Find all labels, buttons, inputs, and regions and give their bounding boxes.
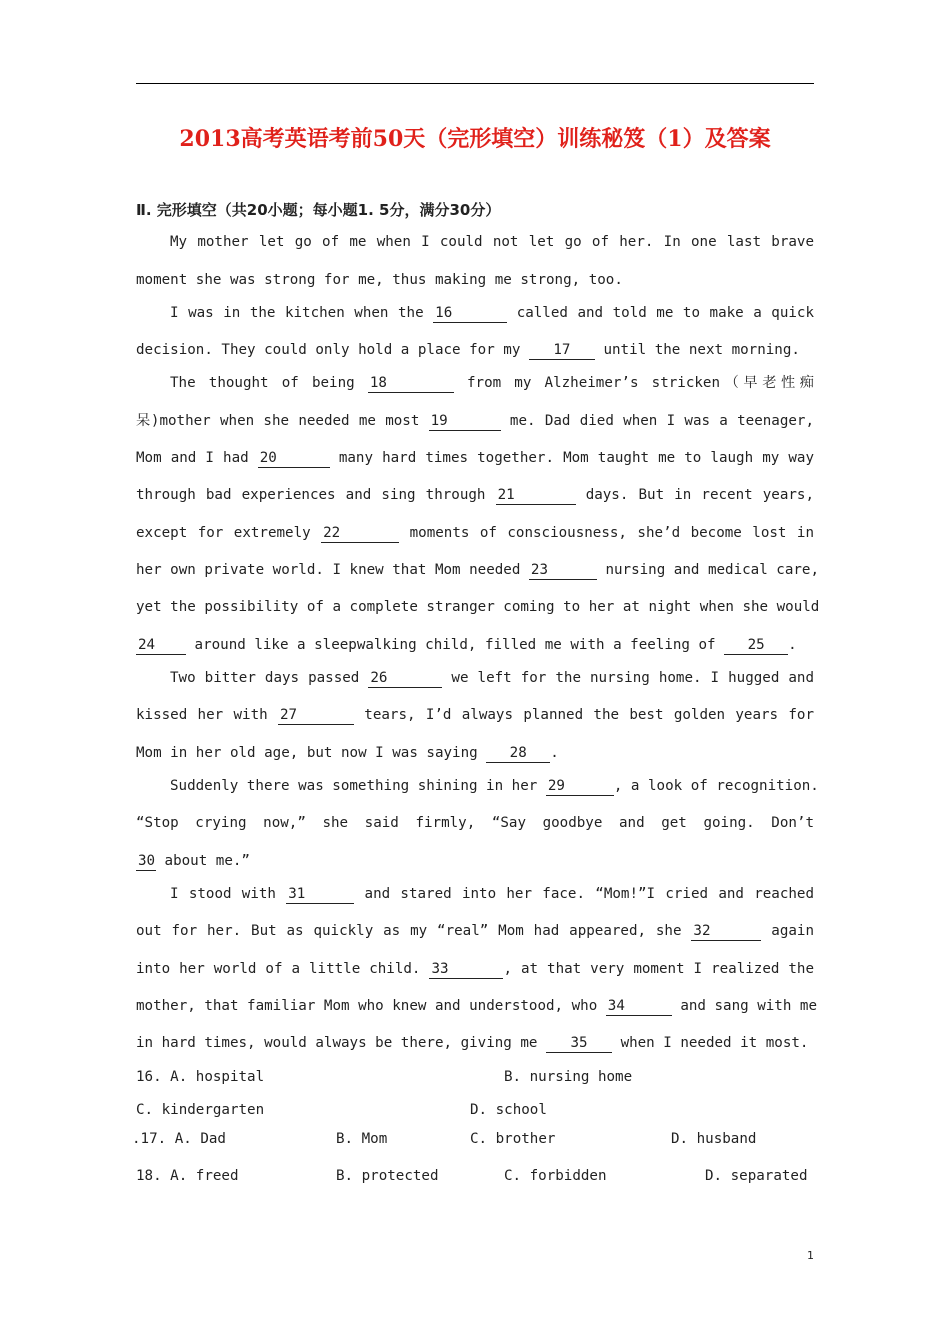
blank-21[interactable]: 21: [496, 487, 576, 505]
question-17-d[interactable]: D. husband: [671, 1131, 757, 1147]
passage-line: except for extremely 22 moments of consciousness, she’d become lost in: [136, 525, 815, 541]
blank-16[interactable]: 16: [433, 305, 507, 323]
passage-line: “Stop crying now,” she said firmly, “Say goodbye and get going. Don’t: [136, 815, 814, 831]
blank-24[interactable]: 24: [136, 637, 186, 655]
question-18-a[interactable]: 18. A. freed: [136, 1168, 239, 1184]
blank-17[interactable]: 17: [529, 342, 595, 360]
question-18-b[interactable]: B. protected: [336, 1168, 439, 1184]
question-18-c[interactable]: C. forbidden: [504, 1168, 607, 1184]
blank-18[interactable]: 18: [368, 375, 454, 393]
question-16-b[interactable]: B. nursing home: [504, 1069, 633, 1085]
passage-line: Two bitter days passed 26 we left for the nursing home. I hugged and: [170, 670, 815, 686]
blank-31[interactable]: 31: [286, 886, 354, 904]
passage-line: into her world of a little child. 33 , at that very moment I realized the: [136, 961, 815, 977]
page-number: 1: [807, 1249, 814, 1262]
passage-line: yet the possibility of a complete stranger coming to her at night when she would: [136, 599, 820, 615]
passage-line: out for her. But as quickly as my “real” Mom had appeared, she 32 again: [136, 923, 814, 939]
blank-29[interactable]: 29: [546, 778, 614, 796]
passage-line: I was in the kitchen when the 16 called and told me to make a quick: [170, 305, 814, 321]
blank-35[interactable]: 35: [546, 1035, 612, 1053]
question-17-c[interactable]: C. brother: [470, 1131, 556, 1147]
passage-line: 30 about me.”: [138, 853, 250, 869]
question-16-c[interactable]: C. kindergarten: [136, 1102, 265, 1118]
blank-25[interactable]: 25: [724, 637, 788, 655]
passage-line: Suddenly there was something shining in her 29 , a look of recognition.: [170, 778, 819, 794]
blank-27[interactable]: 27: [278, 707, 354, 725]
section-heading: Ⅱ. 完形填空（共20小题；每小题1. 5分，满分30分）: [136, 201, 501, 219]
passage-line: in hard times, would always be there, giving me 35 when I needed it most.: [136, 1035, 809, 1051]
page-title: 2013高考英语考前50天（完形填空）训练秘笈（1）及答案: [179, 126, 771, 152]
question-17-b[interactable]: B. Mom: [336, 1131, 388, 1147]
question-16-a[interactable]: 16. A. hospital: [136, 1069, 265, 1085]
blank-28[interactable]: 28: [486, 745, 550, 763]
blank-30[interactable]: 30: [138, 853, 156, 869]
question-17-a[interactable]: .17. A. Dad: [132, 1131, 226, 1147]
passage-line: her own private world. I knew that Mom needed 23 nursing and medical care,: [136, 562, 820, 578]
passage-line: moment she was strong for me, thus making me strong, too.: [136, 272, 623, 288]
question-16-d[interactable]: D. school: [470, 1102, 547, 1118]
passage-line: My mother let go of me when I could not let go of her. In one last brave: [170, 234, 814, 250]
question-18-d[interactable]: D. separated: [705, 1168, 808, 1184]
passage-line: I stood with 31 and stared into her face. “Mom!”I cried and reached: [170, 886, 815, 902]
passage-line: decision. They could only hold a place for my 17 until the next morning.: [136, 342, 800, 358]
blank-20[interactable]: 20: [258, 450, 330, 468]
blank-26[interactable]: 26: [368, 670, 442, 688]
passage-line: 24 around like a sleepwalking child, filled me with a feeling of 25 .: [138, 637, 797, 653]
blank-33[interactable]: 33: [429, 961, 503, 979]
header-rule: [136, 83, 814, 84]
blank-23[interactable]: 23: [529, 562, 597, 580]
passage-line: Mom and I had 20 many hard times together. Mom taught me to laugh my way: [136, 450, 815, 466]
blank-34[interactable]: 34: [606, 998, 672, 1016]
blank-32[interactable]: 32: [691, 923, 761, 941]
blank-19[interactable]: 19: [429, 413, 501, 431]
blank-22[interactable]: 22: [321, 525, 399, 543]
passage-line: The thought of being 18 from my Alzheimer’s stricken（早老性痴: [170, 375, 814, 391]
passage-line: Mom in her old age, but now I was saying 28 .: [136, 745, 559, 761]
passage-line: mother, that familiar Mom who knew and understood, who 34 and sang with me: [136, 998, 818, 1014]
passage-line: kissed her with 27 tears, I’d always planned the best golden years for: [136, 707, 815, 723]
passage-line: through bad experiences and sing through 21 days. But in recent years,: [136, 487, 815, 503]
passage-line: 呆)mother when she needed me most 19 me. Dad died when I was a teenager,: [136, 413, 814, 429]
